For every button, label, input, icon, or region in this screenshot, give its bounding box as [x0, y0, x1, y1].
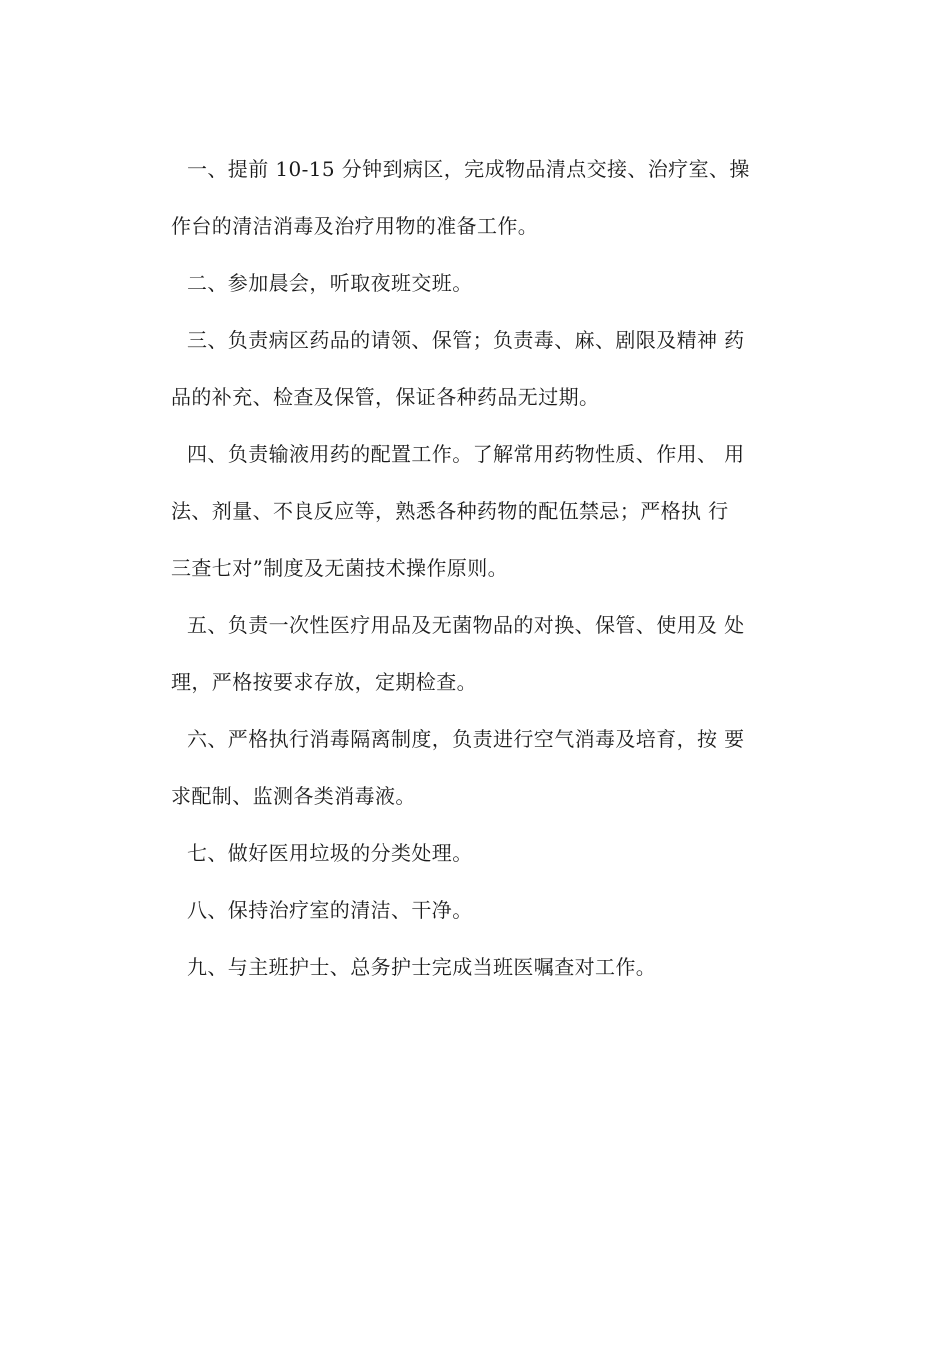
- text-line-12: 求配制、监测各类消毒液。: [171, 784, 416, 808]
- text-line-4: 三、负责病区药品的请领、保管；负责毒、麻、剧限及精神 药: [187, 328, 745, 352]
- document-body: [171, 141, 783, 996]
- text-line-1: 一、提前 10-15 分钟到病区，完成物品清点交接、治疗室、操: [187, 157, 750, 181]
- text-line-3: 二、参加晨会，听取夜班交班。: [187, 271, 473, 295]
- text-line-15: 九、与主班护士、总务护士完成当班医嘱查对工作。: [187, 955, 657, 979]
- text-line-5: 品的补充、检查及保管，保证各种药品无过期。: [171, 385, 600, 409]
- text-line-11: 六、严格执行消毒隔离制度，负责进行空气消毒及培育，按 要: [187, 727, 745, 751]
- text-line-14: 八、保持治疗室的清洁、干净。: [187, 898, 473, 922]
- text-line-13: 七、做好医用垃圾的分类处理。: [187, 841, 473, 865]
- text-line-10: 理，严格按要求存放，定期检查。: [171, 670, 477, 694]
- text-line-6: 四、负责输液用药的配置工作。了解常用药物性质、作用、 用: [187, 442, 745, 466]
- text-line-9: 五、负责一次性医疗用品及无菌物品的对换、保管、使用及 处: [187, 613, 745, 637]
- text-line-7: 法、剂量、不良反应等，熟悉各种药物的配伍禁忌；严格执 行: [171, 499, 729, 523]
- text-line-8: 三查七对”制度及无菌技术操作原则。: [171, 556, 509, 580]
- text-line-2: 作台的清洁消毒及治疗用物的准备工作。: [171, 214, 539, 238]
